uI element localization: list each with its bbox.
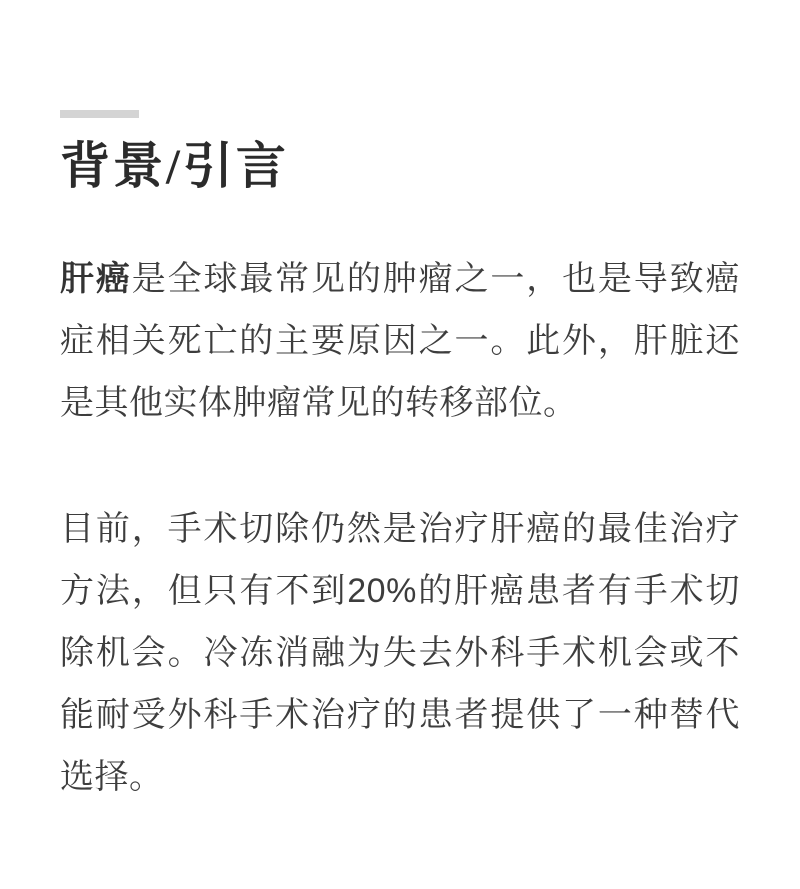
paragraph-text: 是全球最常见的肿瘤之一，也是导致癌症相关死亡的主要原因之一。此外，肝脏还是其他实体肿瘤常见的转移部位。 bbox=[60, 259, 741, 422]
paragraph-treatment-options bbox=[60, 498, 740, 808]
paragraph-text: 目前，手术切除仍然是治疗肝癌的最佳治疗方法，但只有不到20%的肝癌患者有手术切除机会。冷冻消融为失去外科手术机会或不能耐受外科手术治疗的患者提供了一种替代选择。 bbox=[60, 509, 740, 796]
paragraph-liver-cancer-overview bbox=[60, 248, 740, 434]
paragraph-lead-term: 肝癌 bbox=[60, 259, 132, 298]
accent-bar bbox=[60, 110, 139, 118]
article-content bbox=[60, 0, 740, 808]
section-title: 背景/引言 bbox=[60, 138, 289, 194]
